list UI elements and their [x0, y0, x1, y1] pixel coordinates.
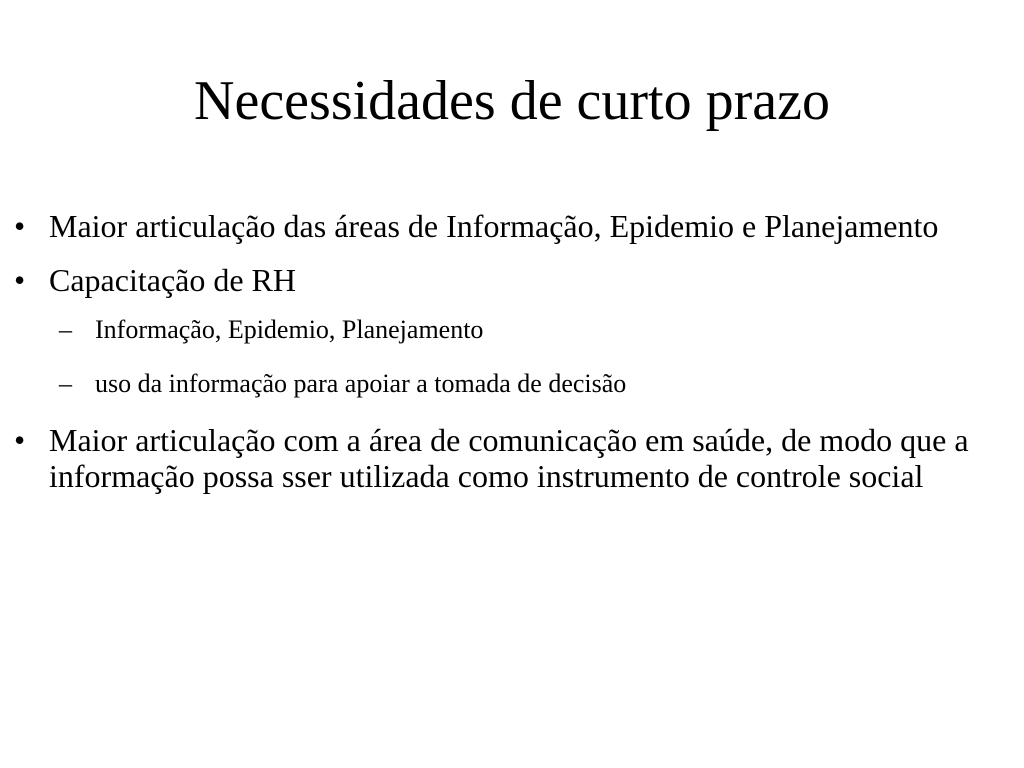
sub-bullet-item — [49, 314, 1014, 346]
slide-title: Necessidades de curto prazo — [194, 70, 830, 132]
bullet-text: Maior articulação com a área de comunicação em saúde, de modo que a informação possa sser utilizada como instrumento de controle social — [49, 422, 969, 494]
sub-bullet-marker: – — [59, 315, 72, 344]
sub-bullet-text: uso da informação para apoiar a tomada de decisão — [95, 369, 627, 398]
bullet-item-capacitacao-rh — [14, 262, 1014, 400]
sub-bullet-item — [49, 368, 1014, 400]
bullet-marker: • — [14, 208, 26, 244]
bullet-text: Maior articulação das áreas de Informação, Epidemio e Planejamento — [49, 208, 939, 244]
sub-bullet-text: Informação, Epidemio, Planejamento — [95, 315, 484, 344]
sub-bullet-list — [49, 314, 1014, 400]
bullet-item-comunicacao-saude — [14, 422, 1014, 494]
bullet-item-articulacao-areas — [14, 208, 1014, 244]
bullet-marker: • — [14, 422, 26, 458]
sub-bullet-marker: – — [59, 369, 72, 398]
bullet-text: Capacitação de RH — [49, 262, 296, 298]
bullet-marker: • — [14, 262, 26, 298]
bullet-list — [14, 208, 1014, 512]
